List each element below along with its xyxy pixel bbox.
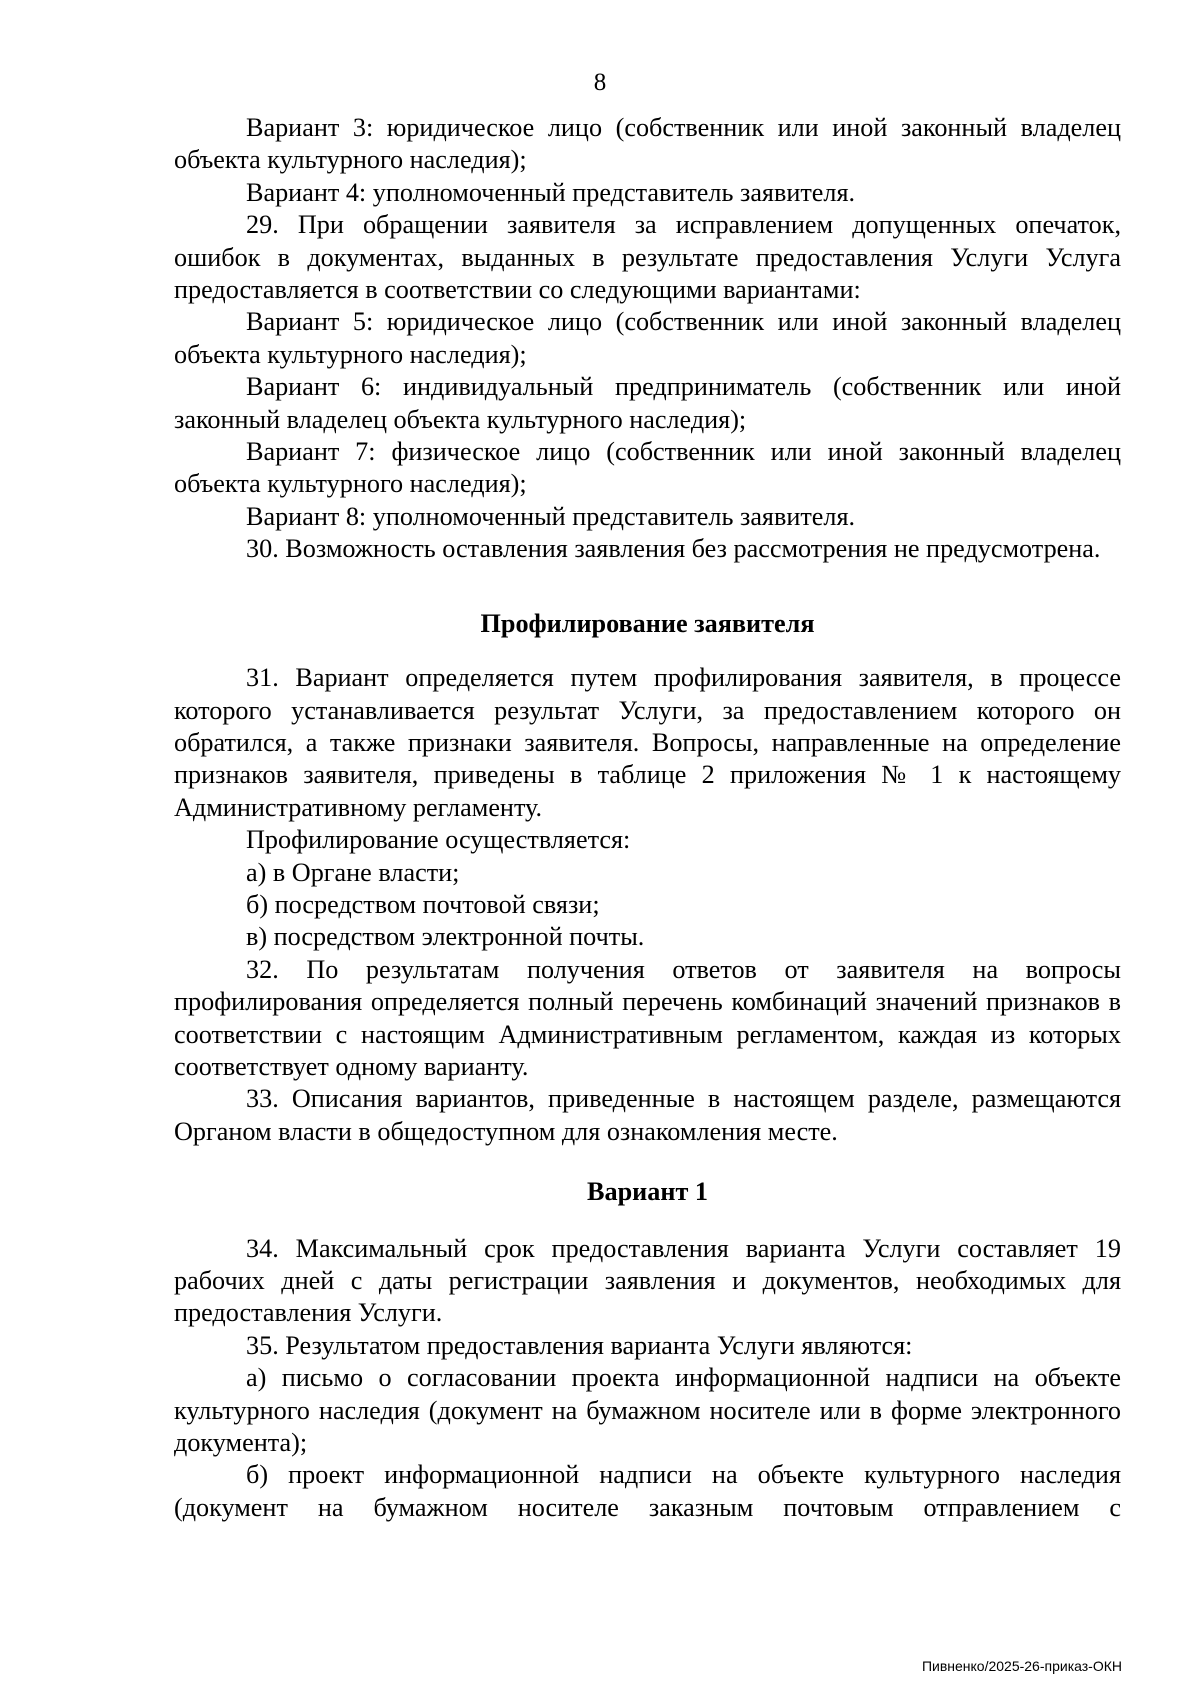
list-item-a: а) в Органе власти; xyxy=(246,857,460,887)
section-heading-profiling: Профилирование заявителя xyxy=(480,608,815,638)
paragraph-clause-34: 34. Максимальный срок предоставления варианта Услуги составляет 19 рабочих дней с даты регистрации заявления и документов, необходимых для предоставления Услуги. xyxy=(174,1233,1121,1328)
paragraph-variant-3: Вариант 3: юридическое лицо (собственник или иной законный владелец объекта культурного наследия); xyxy=(174,113,1121,175)
list-item-result-b: б) проект информационной надписи на объекте культурного наследия (документ на бумажном носителе заказным почтовым отправлением с xyxy=(174,1460,1121,1522)
paragraph-variant-5: Вариант 5: юридическое лицо (собственник или иной законный владелец объекта культурного наследия); xyxy=(174,307,1121,369)
paragraph-clause-30: 30. Возможность оставления заявления без рассмотрения не предусмотрена. xyxy=(246,534,1101,564)
paragraph-clause-35: 35. Результатом предоставления варианта Услуги являются: xyxy=(246,1330,913,1360)
paragraph-variant-7: Вариант 7: физическое лицо (собственник или иной законный владелец объекта культурного наследия); xyxy=(174,437,1121,499)
list-item-result-a: а) письмо о согласовании проекта информационной надписи на объекте культурного наследия (документ на бумажном носителе или в форме электронного документа); xyxy=(174,1363,1121,1458)
paragraph-clause-29: 29. При обращении заявителя за исправлением допущенных опечаток, ошибок в документах, выданных в результате предоставления Услуги Услуга предоставляется в соответствии со следующими вариантами: xyxy=(174,210,1121,305)
paragraph-clause-31: 31. Вариант определяется путем профилирования заявителя, в процессе которого устанавливается результат Услуги, за предоставлением которого он обратился, а также признаки заявителя. Вопросы, направленные на определение признаков заявителя, приведены в таблице 2 приложения № 1 к настоящему Административному регламенту. xyxy=(174,663,1121,822)
list-item-b: б) посредством почтовой связи; xyxy=(246,889,600,919)
paragraph-variant-4: Вариант 4: уполномоченный представитель заявителя. xyxy=(246,177,856,207)
paragraph-variant-8: Вариант 8: уполномоченный представитель заявителя. xyxy=(246,501,856,531)
document-footer-code: Пивненко/2025-26-приказ-ОКН xyxy=(921,1658,1122,1674)
section-heading-variant-1: Вариант 1 xyxy=(587,1177,708,1207)
list-item-v: в) посредством электронной почты. xyxy=(246,922,645,952)
paragraph-variant-6: Вариант 6: индивидуальный предприниматель (собственник или иной законный владелец объекта культурного наследия); xyxy=(174,372,1121,434)
document-body xyxy=(174,112,1121,1524)
paragraph-clause-32: 32. По результатам получения ответов от заявителя на вопросы профилирования определяется полный перечень комбинаций значений признаков в соответствии с настоящим Административным регламентом, каждая из которых соответствует одному варианту. xyxy=(174,954,1121,1081)
paragraph-clause-33: 33. Описания вариантов, приведенные в настоящем разделе, размещаются Органом власти в общедоступном для ознакомления месте. xyxy=(174,1084,1121,1146)
paragraph-profiling-intro: Профилирование осуществляется: xyxy=(246,825,631,855)
page-number: 8 xyxy=(593,69,607,96)
